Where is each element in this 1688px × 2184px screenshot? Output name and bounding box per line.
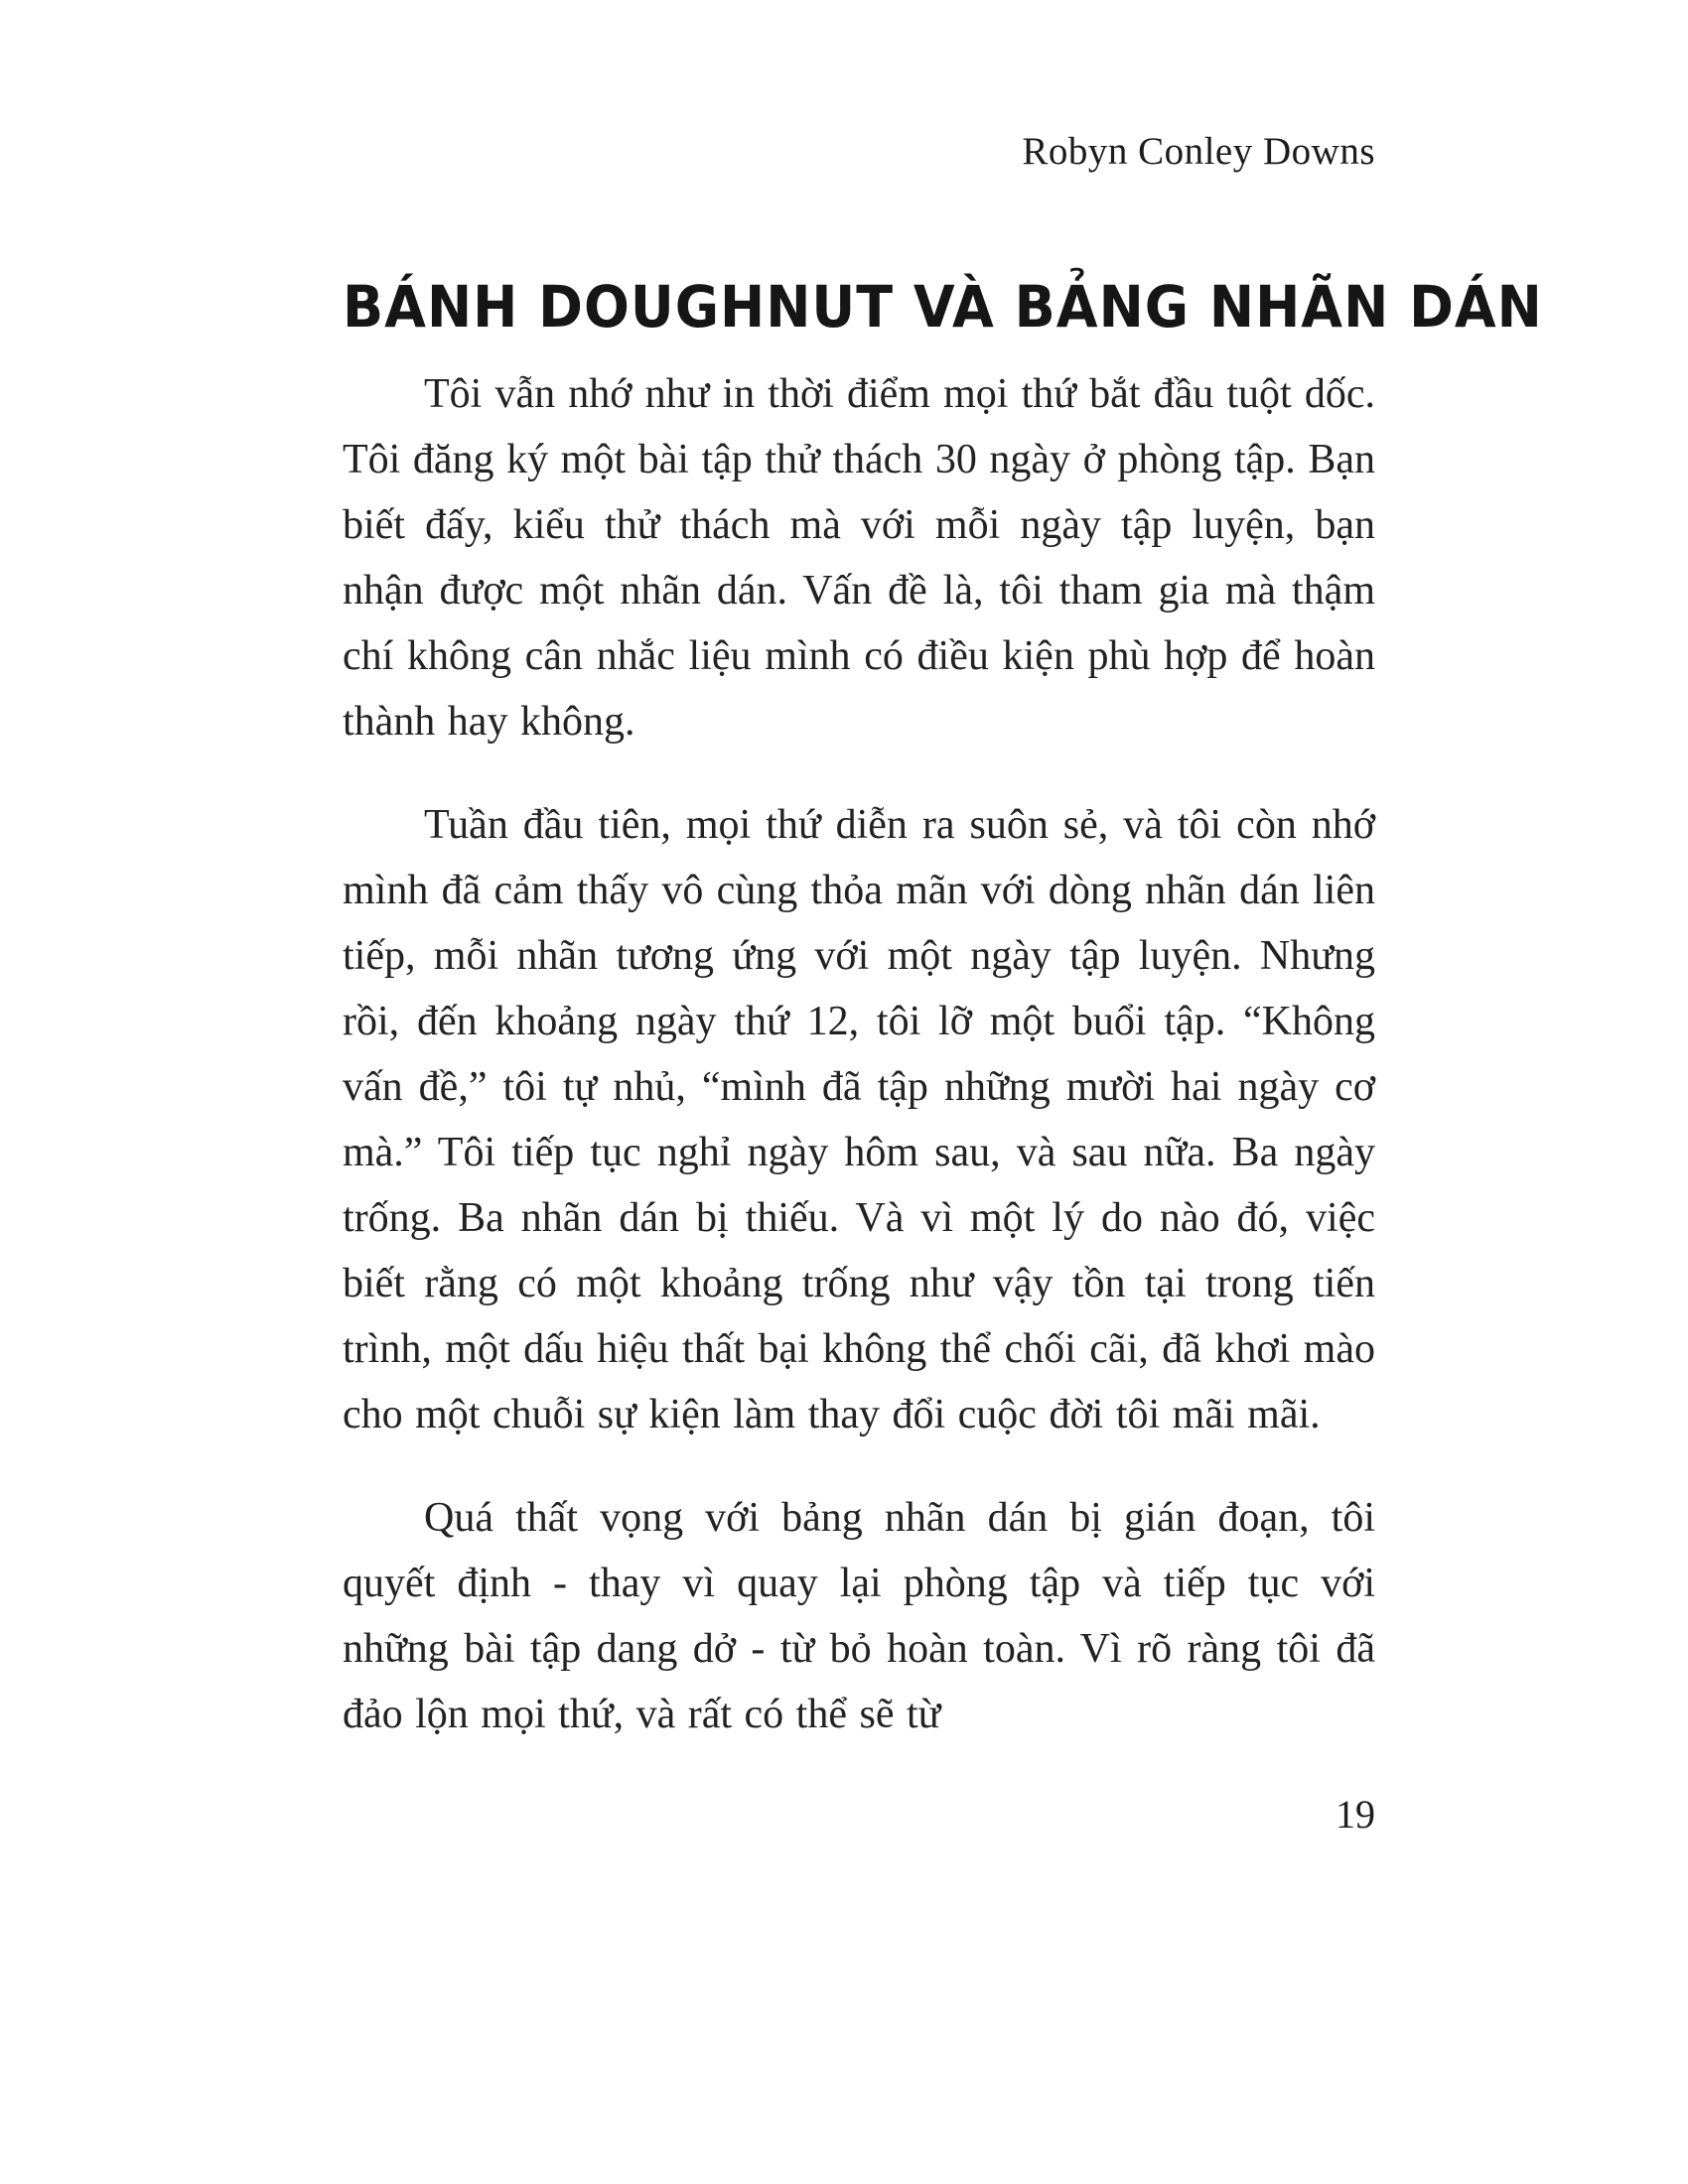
paragraph-1: Tôi vẫn nhớ như in thời điểm mọi thứ bắt đầu tuột dốc. Tôi đăng ký một bài tập thử thách 30 ngày ở phòng tập. Bạn biết đấy, kiểu thử thách mà với mỗi ngày tập luyện, bạn nhận được một nhãn dán. Vấn đề là, tôi tham gia mà thậm chí không cân nhắc liệu mình có điều kiện phù hợp để hoàn thành hay không. [343, 371, 1375, 745]
running-header: Robyn Conley Downs [1022, 130, 1375, 173]
chapter-title: BÁNH DOUGHNUT VÀ BẢNG NHÃN DÁN [343, 273, 1543, 341]
page-number: 19 [1336, 1792, 1375, 1837]
page-content [343, 0, 1543, 1838]
paragraph-3: Quá thất vọng với bảng nhãn dán bị gián đoạn, tôi quyết định - thay vì quay lại phòng tập và tiếp tục với những bài tập dang dở - từ bỏ hoàn toàn. Vì rõ ràng tôi đã đảo lộn mọi thứ, và rất có thể sẽ từ [343, 1495, 1375, 1737]
paragraph-2: Tuần đầu tiên, mọi thứ diễn ra suôn sẻ, và tôi còn nhớ mình đã cảm thấy vô cùng thỏa mãn với dòng nhãn dán liên tiếp, mỗi nhãn tương ứng với một ngày tập luyện. Nhưng rồi, đến khoảng ngày thứ 12, tôi lỡ một buổi tập. “Không vấn đề,” tôi tự nhủ, “mình đã tập những mười hai ngày cơ mà.” Tôi tiếp tục nghỉ ngày hôm sau, và sau nữa. Ba ngày trống. Ba nhãn dán bị thiếu. Và vì một lý do nào đó, việc biết rằng có một khoảng trống như vậy tồn tại trong tiến trình, một dấu hiệu thất bại không thể chối cãi, đã khơi mào cho một chuỗi sự kiện làm thay đổi cuộc đời tôi mãi mãi. [343, 802, 1375, 1437]
